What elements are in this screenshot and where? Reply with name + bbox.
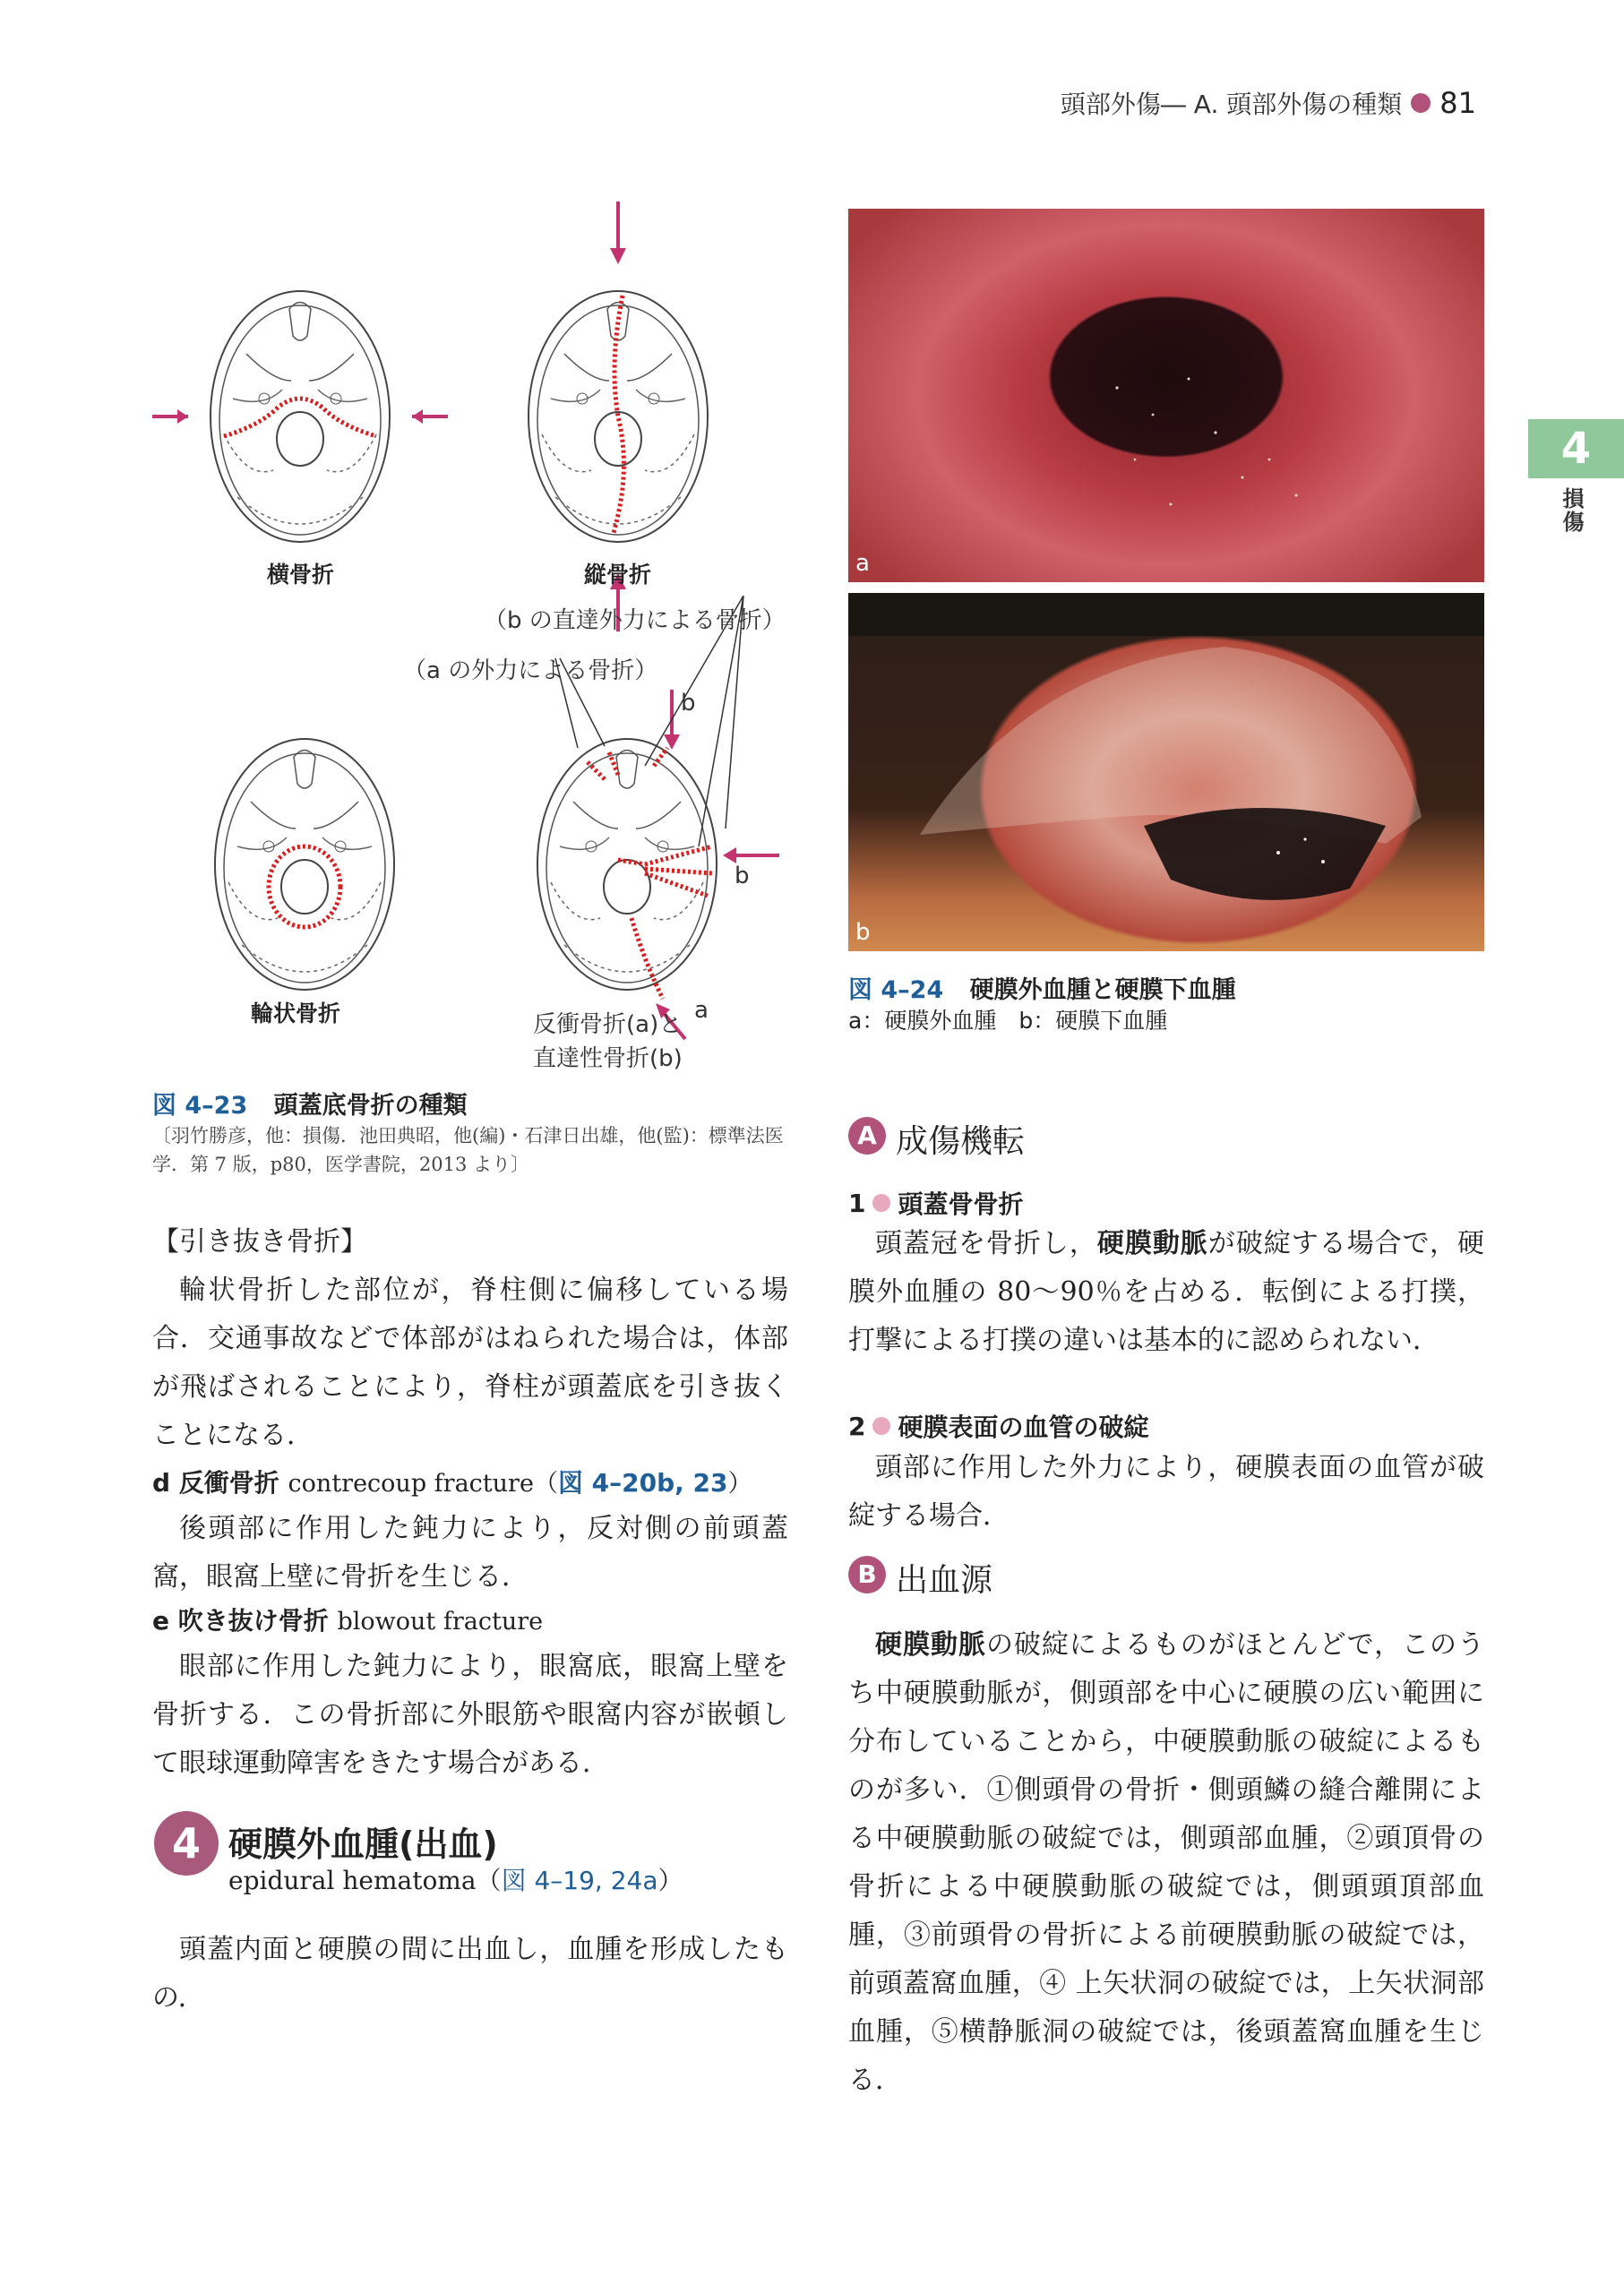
- label-transverse: 横骨折: [267, 562, 335, 588]
- running-head: [1061, 85, 1476, 121]
- note-a-external: （a の外力による骨折）: [403, 657, 658, 684]
- subsection-1-number: 1: [848, 1188, 866, 1218]
- subsection-2-title: 硬膜表面の血管の破綻: [898, 1413, 1149, 1442]
- photo-a-label: a: [855, 550, 870, 577]
- section-4-ref-open: （: [476, 1866, 502, 1895]
- page-number: 81: [1439, 86, 1476, 120]
- section-b-bold: 硬膜動脈: [875, 1629, 986, 1661]
- note-b-direct: （b の直達外力による骨折）: [484, 607, 786, 634]
- subsection-1-text-pre: 頭蓋冠を骨折し，: [875, 1228, 1097, 1259]
- d-text: 後頭部に作用した鈍力により，反対側の前頭蓋窩，眼窩上壁に骨折を生じる．: [152, 1513, 788, 1593]
- figure-24-caption: [848, 970, 1236, 1005]
- e-text: 眼部に作用した鈍力により，眼窩底，眼窩上壁を骨折する．この骨折部に外眼筋や眼窩内容が嵌頓して眼球運動障害をきたす場合がある．: [152, 1651, 788, 1779]
- figure-23-caption: [152, 1086, 468, 1121]
- skull-longitudinal: [528, 291, 708, 542]
- section-a-badge: A: [848, 1117, 886, 1155]
- subsection-1-heading: [848, 1185, 1024, 1221]
- section-4-number-badge: 4: [154, 1811, 219, 1876]
- d-label: d 反衝骨折: [152, 1468, 279, 1498]
- label-ring: 輪状骨折: [251, 1001, 341, 1026]
- section-b-badge: B: [848, 1556, 886, 1593]
- d-ref-close: ）: [727, 1470, 752, 1498]
- figure-24-number: 図 4–24: [848, 976, 944, 1004]
- photo-epidural-hematoma: [848, 209, 1484, 582]
- subsection-2-text: 頭部に作用した外力により，硬膜表面の血管が破綻する場合．: [848, 1452, 1484, 1532]
- photo-subdural-hematoma: [848, 593, 1484, 951]
- photo-a-speckles: [848, 209, 1484, 582]
- subsection-1-text-post: が破綻する場合で，硬膜外血腫の 80〜90％を占める．転倒による打撲，打撃による打撲の違いは基本的に認められない．: [848, 1228, 1485, 1356]
- section-a-title: 成傷機転: [896, 1123, 1026, 1160]
- section-4-english: epidural hematoma: [228, 1866, 477, 1895]
- chapter-label: 損傷: [1559, 487, 1584, 534]
- note-b2: b: [735, 863, 750, 889]
- skull-fracture-figure: [134, 202, 797, 1079]
- figure-23-number: 図 4–23: [152, 1092, 248, 1120]
- pull-fracture-heading: 【引き抜き骨折】: [152, 1226, 367, 1258]
- subsection-2-heading: [848, 1408, 1149, 1444]
- label-longitudinal: 縦骨折: [584, 562, 652, 588]
- figure-23-source: 〔羽竹勝彦，他：損傷．池田典昭，他(編)・石津日出雄，他(監)：標準法医学．第 7 版，p80，医学書院，2013 より〕: [152, 1125, 784, 1175]
- subsection-1-text: [848, 1220, 1484, 1365]
- e-label: e 吹き抜け骨折: [152, 1606, 329, 1636]
- figure-24-title: 硬膜外血腫と硬膜下血腫: [969, 976, 1236, 1004]
- skull-ring: [215, 739, 394, 990]
- photo-b-overlay: [848, 593, 1484, 951]
- section-4-subtitle: [228, 1861, 683, 1897]
- left-column: [152, 1218, 788, 1788]
- d-reference-link[interactable]: 図 4–20b, 23: [557, 1468, 728, 1498]
- section-4-ref-close: ）: [657, 1866, 683, 1895]
- section-b-title: 出血源: [896, 1562, 993, 1599]
- d-ref-open: （: [533, 1470, 558, 1498]
- label-counter-line2: 直達性骨折(b): [533, 1045, 683, 1072]
- subsection-1-bold: 硬膜動脈: [1096, 1228, 1208, 1259]
- section-4-title: 硬膜外血腫(出血): [228, 1825, 498, 1864]
- note-a: a: [694, 997, 709, 1024]
- d-heading: [152, 1464, 788, 1499]
- section-b-text-body: の破綻によるものがほとんどで，このうち中硬膜動脈が，側頭部を中心に硬膜の広い範囲に分布していることから，中硬膜動脈の破綻によるものが多い．①側頭骨の骨折・側頭鱗の縫合離開による中硬膜動脈の破綻では，側頭部血腫，②頭頂骨の骨折による中硬膜動脈の破綻では，側頭頭頂部血腫，③前頭骨の骨折による前硬膜動脈の破綻では，前頭蓋窩血腫，④ 上矢状洞の破綻では，上矢状洞部血腫，⑤横静脈洞の破綻では，後頭蓋窩血腫を生じる．: [848, 1629, 1485, 2096]
- chapter-tab: 4: [1528, 419, 1624, 478]
- figure-23-title: 頭蓋底骨折の種類: [273, 1092, 468, 1120]
- skull-counter-direct: [537, 739, 717, 999]
- d-english: contrecoup fracture: [288, 1470, 534, 1498]
- bullet-dot-icon: [1411, 93, 1431, 113]
- label-counter-line1: 反衝骨折(a)と: [533, 1011, 683, 1038]
- e-english: blowout fracture: [337, 1608, 544, 1636]
- pull-fracture-text: 輪状骨折した部位が，脊柱側に偏移している場合．交通事故などで体部がはねられた場合は，体部が飛ばされることにより，脊柱が頭蓋底を引き抜くことになる．: [152, 1275, 788, 1451]
- pink-dot-icon: [872, 1417, 890, 1435]
- section-4-text: 頭蓋内面と硬膜の間に出血し，血腫を形成したもの．: [152, 1934, 788, 2014]
- pink-dot-icon: [872, 1194, 890, 1212]
- running-head-text: 頭部外傷― A. 頭部外傷の種類: [1060, 90, 1403, 119]
- skull-diagram-svg: [134, 202, 797, 1079]
- subsection-1-title: 頭蓋骨骨折: [898, 1189, 1024, 1219]
- figure-24-subtitle: a：硬膜外血腫 b：硬膜下血腫: [848, 1008, 1168, 1034]
- skull-transverse: [211, 291, 390, 542]
- e-heading: [152, 1602, 788, 1637]
- note-b1: b: [681, 690, 696, 717]
- section-b-text: [848, 1621, 1484, 2105]
- subsection-2-number: 2: [848, 1411, 866, 1441]
- section-4-reference-link[interactable]: 図 4–19, 24a: [501, 1866, 658, 1895]
- photo-b-label: b: [855, 919, 871, 946]
